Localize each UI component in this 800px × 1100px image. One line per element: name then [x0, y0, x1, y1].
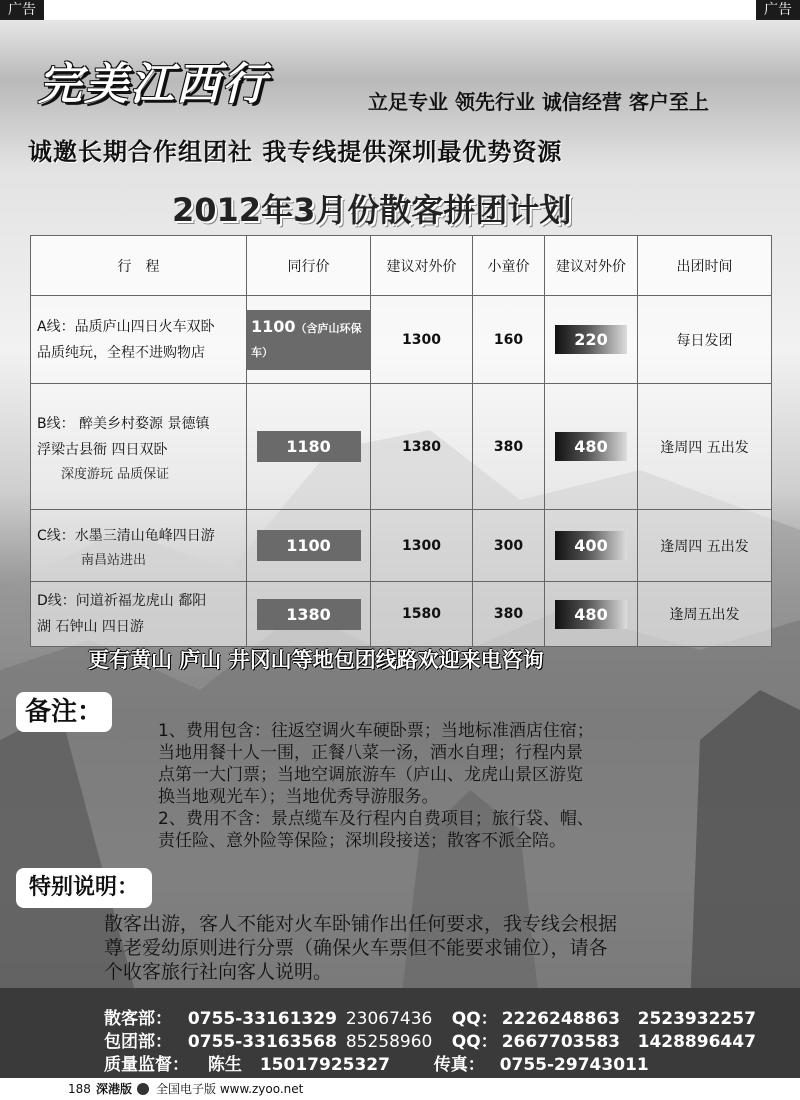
child-price: 160 [473, 296, 545, 384]
route-note: 南昌站进出 [81, 553, 147, 568]
website-link[interactable]: 全国电子版 www.zyoo.net [156, 1082, 304, 1096]
slogan: 立足专业 领先行业 诚信经营 客户至上 [368, 90, 709, 114]
table-row [31, 384, 772, 510]
ad-label-left: 广告 [0, 0, 44, 20]
route-cell [31, 582, 247, 647]
special-notice-heading: 特别说明： [16, 868, 152, 908]
suggested-price: 1580 [371, 582, 473, 647]
peer-price: 1100 [257, 530, 361, 561]
note-line: 责任险、意外险等保险；深圳段接送；散客不派全陪。 [158, 831, 566, 851]
route-detail: 浮梁古县衙 四日双卧 [37, 442, 168, 458]
contact-phone: 0755-33163568 [187, 1032, 337, 1052]
route-cell [31, 510, 247, 582]
table-header-row [31, 236, 772, 296]
contact-phone: 0755-33161329 [187, 1009, 337, 1029]
departure-date: 逢周四 五出发 [638, 384, 772, 510]
peer-price: 1180 [257, 431, 361, 462]
route-cell [31, 384, 247, 510]
route-detail: 品质纯玩，全程不进购物店 [37, 344, 205, 361]
child-suggested-cell [545, 384, 638, 510]
header-suggested-price: 建议对外价 [371, 236, 473, 296]
peer-price [247, 310, 370, 370]
note-line: 当地用餐十人一围，正餐八菜一汤，酒水自理；行程内景 [158, 743, 583, 763]
qq-label: QQ： [451, 1032, 498, 1052]
route-name: C线：水墨三清山龟峰四日游 [37, 528, 215, 544]
header-child-price: 小童价 [473, 236, 545, 296]
route-cell [31, 296, 247, 384]
quality-label: 质量监督： [104, 1055, 189, 1075]
child-price: 300 [473, 510, 545, 582]
note-line: 换当地观光车）；当地优秀导游服务。 [158, 787, 439, 807]
header-route: 行 程 [31, 236, 247, 296]
child-suggested-cell [545, 582, 638, 647]
plan-title: 2012年3月份散客拼团计划 [172, 191, 572, 229]
special-line: 个收客旅行社向客人说明。 [104, 961, 333, 983]
child-suggested-cell [545, 296, 638, 384]
child-suggested-price: 400 [555, 531, 627, 560]
notes-heading: 备注： [16, 692, 112, 732]
suggested-price: 1380 [371, 384, 473, 510]
header-child-suggested-price: 建议对外价 [545, 236, 638, 296]
contact-label: 散客部： [104, 1009, 172, 1029]
route-note: 深度游玩 品质保证 [61, 467, 170, 482]
table-row [31, 510, 772, 582]
special-notice-text [104, 912, 744, 984]
contact-row-retail [104, 1004, 756, 1029]
edition-logo-icon [137, 1083, 149, 1095]
poster [0, 20, 800, 1078]
peer-price: 1380 [257, 599, 361, 630]
child-suggested-price: 480 [555, 432, 627, 461]
peer-price-value: 1100 [251, 316, 296, 336]
child-price: 380 [473, 582, 545, 647]
more-routes-notice: 更有黄山 庐山 井冈山等地包团线路欢迎来电咨询 [88, 648, 544, 672]
banner-headline: 诚邀长期合作组团社 我专线提供深圳最优势资源 [28, 138, 563, 166]
table-row [31, 296, 772, 384]
peer-price-cell [247, 582, 371, 647]
contact-row-group [104, 1027, 756, 1052]
fax-number: 0755-29743011 [499, 1055, 649, 1075]
quality-phone: 15017925327 [259, 1055, 390, 1075]
child-price: 380 [473, 384, 545, 510]
qq-number: 2226248863 [501, 1009, 620, 1029]
qq-number: 2667703583 [501, 1032, 620, 1052]
child-suggested-price: 480 [555, 600, 627, 629]
peer-price-cell [247, 296, 371, 384]
suggested-price: 1300 [371, 510, 473, 582]
qq-number: 2523932257 [637, 1009, 756, 1029]
route-name: D线：问道祈福龙虎山 鄱阳 [37, 593, 207, 609]
departure-date: 逢周五出发 [638, 582, 772, 647]
contact-row-quality [104, 1050, 649, 1075]
departure-date: 每日发团 [638, 296, 772, 384]
brand-logo: 完美江西行 [38, 59, 268, 110]
peer-price-note: （含庐山环保车） [251, 321, 362, 359]
child-suggested-cell [545, 510, 638, 582]
quality-name: 陈生 [207, 1055, 242, 1075]
page-number: 188 [68, 1082, 91, 1096]
ad-label-right: 广告 [756, 0, 800, 20]
peer-price-cell [247, 510, 371, 582]
suggested-price: 1300 [371, 296, 473, 384]
note-line: 2、费用不含：景点缆车及行程内自费项目；旅行袋、帽、 [158, 809, 594, 829]
edition-label: 深港版 [96, 1082, 133, 1096]
fax-label: 传真： [433, 1055, 485, 1075]
qq-number: 1428896447 [637, 1032, 756, 1052]
header-peer-price: 同行价 [247, 236, 371, 296]
page-footer [0, 1078, 800, 1100]
departure-date: 逢周四 五出发 [638, 510, 772, 582]
qq-label: QQ： [451, 1009, 498, 1029]
contact-label: 包团部： [104, 1032, 172, 1052]
note-line: 1、费用包含：往返空调火车硬卧票；当地标准酒店住宿； [158, 721, 594, 741]
route-detail: 湖 石钟山 四日游 [37, 619, 144, 635]
header-departure: 出团时间 [638, 236, 772, 296]
tour-price-table [30, 235, 772, 647]
route-name: A线：品质庐山四日火车双卧 [37, 318, 215, 335]
peer-price-cell [247, 384, 371, 510]
note-line: 点第一大门票；当地空调旅游车（庐山、龙虎山景区游览 [158, 765, 583, 785]
contact-phone-alt: 85258960 [345, 1032, 433, 1052]
notes-list [158, 720, 678, 852]
contact-phone-alt: 23067436 [345, 1009, 433, 1029]
table-row [31, 582, 772, 647]
special-line: 散客出游，客人不能对火车卧铺作出任何要求，我专线会根据 [104, 913, 618, 935]
contact-panel [0, 988, 800, 1078]
special-line: 尊老爱幼原则进行分票（确保火车票但不能要求铺位），请各 [104, 937, 608, 959]
child-suggested-price: 220 [555, 325, 627, 354]
route-name: B线： 醉美乡村婺源 景德镇 [37, 416, 210, 432]
